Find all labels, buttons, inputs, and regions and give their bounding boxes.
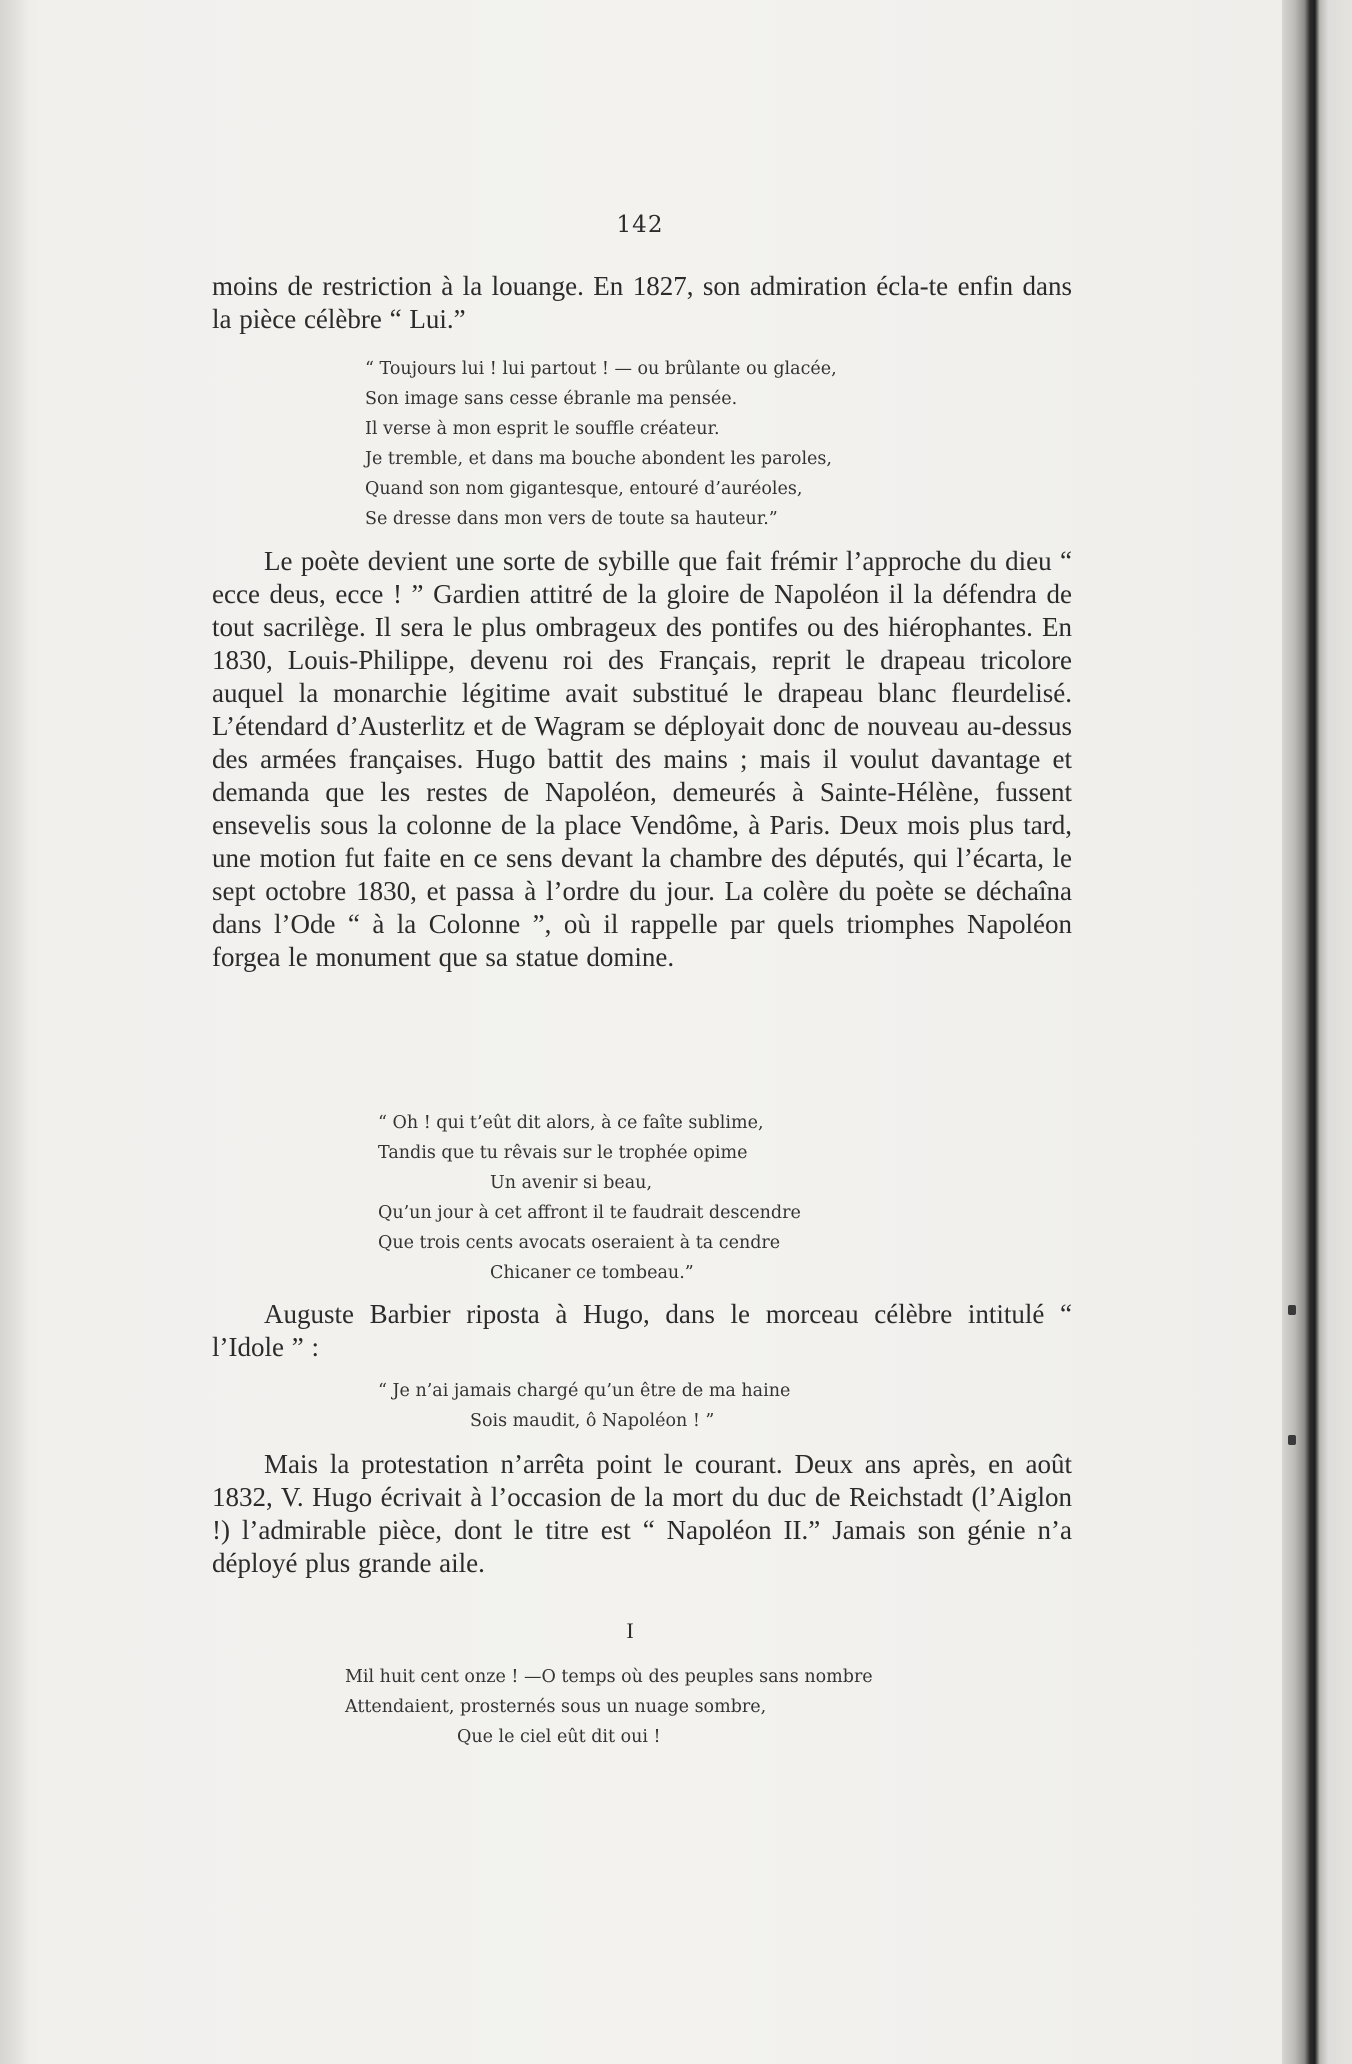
verse-line: Je tremble, et dans ma bouche abondent les paroles, (365, 449, 832, 469)
verse-line: Que trois cents avocats oseraient à ta cendre (378, 1233, 781, 1253)
verse-line: Que le ciel eût dit oui ! (457, 1727, 661, 1747)
verse-line: Mil huit cent onze ! —O temps où des peuples sans nombre (345, 1667, 873, 1687)
verse-line: Un avenir si beau, (490, 1173, 653, 1193)
paragraph-1: moins de restriction à la louange. En 1827, son admiration écla-te enfin dans la pièce célèbre “ Lui.” (212, 271, 1072, 334)
paragraph-2: Le poète devient une sorte de sybille que fait frémir l’approche du dieu “ ecce deus, ecce ! ” Gardien attitré de la gloire de Napoléon il la défendra de tout sacrilège. Il sera le plus ombrageux des pontifes ou des hiérophantes. En 1830, Louis-Philippe, devenu roi des Français, reprit le drapeau tricolore auquel la monarchie légitime avait substitué le drapeau blanc fleurdelisé. L’étendard d’Austerlitz et de Wagram se déployait donc de nouveau au-dessus des armées françaises. Hugo battit des mains ; mais il voulut davantage et demanda que les restes de Napoléon, demeurés à Sainte-Hélène, fussent ensevelis sous la colonne de la place Vendôme, à Paris. Deux mois plus tard, une motion fut faite en ce sens devant la chambre des députés, qui l’écarta, le sept octobre 1830, et passa à l’ordre du jour. La colère du poète se déchaîna dans l’Ode “ à la Colonne ”, où il rappelle par quels triomphes Napoléon forgea le monument que sa statue domine. (212, 546, 1072, 972)
verse-line: Tandis que tu rêvais sur le trophée opime (378, 1143, 748, 1163)
page-number: 142 (616, 212, 664, 238)
verse-line: Quand son nom gigantesque, entouré d’auréoles, (365, 479, 803, 499)
verse-line: “ Je n’ai jamais chargé qu’un être de ma haine (378, 1381, 791, 1401)
verse-line: Il verse à mon esprit le souffle créateur. (365, 419, 720, 439)
section-numeral: I (626, 1618, 634, 1643)
verse-line: “ Toujours lui ! lui partout ! — ou brûlante ou glacée, (365, 359, 837, 379)
verse-block-1 (365, 354, 837, 534)
verse-line: Attendaient, prosternés sous un nuage sombre, (345, 1697, 767, 1717)
paragraph-4: Mais la protestation n’arrêta point le courant. Deux ans après, en août 1832, V. Hugo écrivait à l’occasion de la mort du duc de Reichstadt (l’Aiglon !) l’admirable pièce, dont le titre est “ Napoléon II.” Jamais son génie n’a déployé plus grande aile. (212, 1449, 1072, 1578)
verse-block-3 (378, 1376, 790, 1436)
paragraph-3: Auguste Barbier riposta à Hugo, dans le morceau célèbre intitulé “ l’Idole ” : (212, 1299, 1072, 1362)
verse-line: Qu’un jour à cet affront il te faudrait descendre (378, 1203, 801, 1223)
verse-line: “ Oh ! qui t’eût dit alors, à ce faîte sublime, (378, 1113, 764, 1133)
verse-line: Son image sans cesse ébranle ma pensée. (365, 389, 738, 409)
verse-line: Chicaner ce tombeau.” (490, 1263, 694, 1283)
verse-block-2 (378, 1108, 801, 1288)
verse-line: Sois maudit, ô Napoléon ! ” (470, 1411, 715, 1431)
verse-line: Se dresse dans mon vers de toute sa hauteur.” (365, 509, 778, 529)
verse-block-4 (345, 1662, 873, 1752)
